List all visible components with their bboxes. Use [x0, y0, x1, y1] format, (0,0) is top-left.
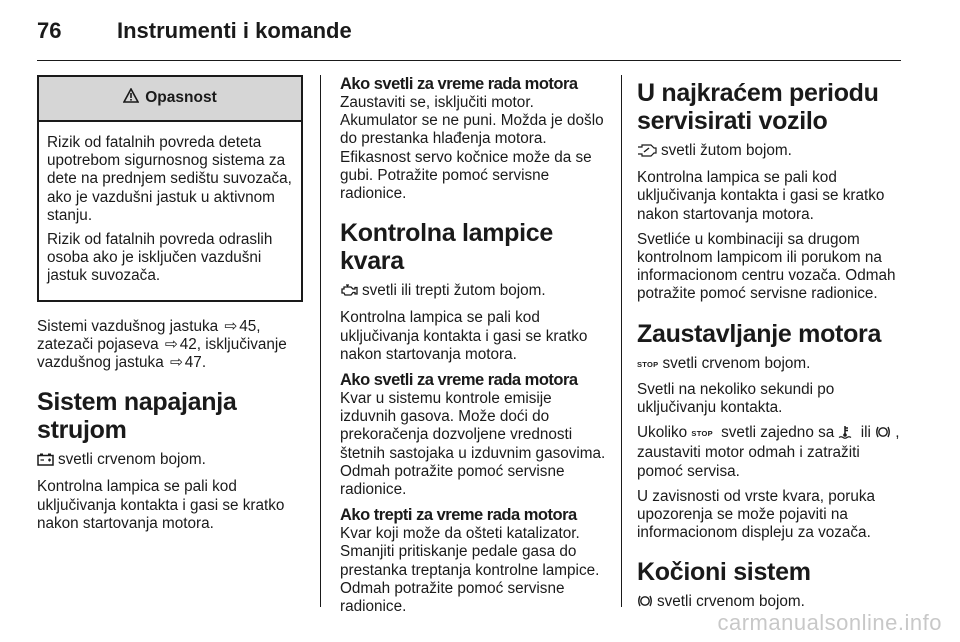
brake-system-icon — [875, 425, 891, 444]
section-heading: Kočioni sistem — [637, 558, 811, 587]
warning-header — [39, 77, 301, 122]
indicator-line: svetli žutom bojom. — [637, 142, 905, 162]
section-text: Kontrolna lampica se pali kod uključivanja kontakta i gasi se kratko nakon startovanja motora. — [37, 478, 285, 532]
section-heading: Sistem napajanja strujom — [37, 388, 237, 445]
column-3 — [637, 75, 905, 621]
warning-box — [37, 75, 303, 302]
battery-icon — [37, 453, 54, 471]
page-title: Instrumenti i komande — [117, 18, 352, 43]
header-divider — [37, 60, 901, 61]
indicator-line: svetli crvenom bojom. — [37, 451, 305, 471]
watermark: carmanualsonline.info — [717, 610, 942, 635]
page-reference-arrow-icon: ⇨ — [164, 335, 178, 353]
indicator-line: svetli ili trepti žutom bojom. — [340, 282, 608, 302]
cross-reference: Sistemi vazdušnog jastuka ⇨ 45, zatezači pojaseva ⇨ 42, isključivanje vazdušnog jastuka ⇨ 47. — [37, 317, 287, 372]
subsection-text: Kvar u sistemu kontrole emisije izduvnih gasova. Može doći do prekoračenja dozvoljene vrednosti štetnih sastojaka u izduvnim gasovima. Odmah potražite pomoć servisne radionice. — [340, 390, 606, 499]
subheading: Ako svetli za vreme rada motora — [340, 75, 578, 93]
warning-triangle-icon — [123, 88, 139, 108]
section-heading: Kontrolna lampice kvara — [340, 219, 553, 276]
page-reference-arrow-icon: ⇨ — [169, 354, 183, 372]
warning-body — [39, 122, 301, 300]
subheading: Ako trepti za vreme rada motora — [340, 506, 577, 525]
subsection-text: Zaustaviti se, isključiti motor. Akumulator se ne puni. Možda je došlo do prestanka hlađenja motora. Efikasnost servo kočnice može da se gubi. Potražite pomoć servisne radionice. — [340, 94, 604, 203]
indicator-line: STOP svetli crvenom bojom. — [637, 354, 811, 372]
section-heading: Zaustavljanje motora — [637, 319, 882, 348]
section-heading: U najkraćem periodu servisirati vozilo — [637, 79, 879, 135]
page-number: 76 — [37, 18, 62, 43]
section-text: U zavisnosti od vrste kvara, poruka upozorenja se može pojaviti na informacionom displeju za vozača. — [637, 487, 876, 542]
coolant-temperature-icon — [838, 425, 852, 444]
stop-icon: STOP — [691, 429, 713, 439]
subsection-text: Kvar koji može da ošteti katalizator. Smanjiti pritiskanje pedale gasa do prestanka treptanja kontrolne lampice. Odmah potražite pomoć servisne radionice. — [340, 525, 600, 616]
column-divider — [320, 75, 321, 607]
brake-system-icon — [637, 594, 653, 613]
section-text: Svetliće u kombinaciji sa drugom kontrolnom lampicom ili porukom na informacionom centru vozača. Odmah potražite pomoć servisne radionice. — [637, 230, 896, 303]
indicator-line: svetli crvenom bojom. — [637, 593, 905, 613]
warning-paragraph: Rizik od fatalnih povreda deteta upotrebom sigurnosnog sistema za dete na prednjem sedištu suvozača, ako je vazdušni jastuk u aktivnom stanju. — [47, 134, 292, 224]
section-text: Kontrolna lampica se pali kod uključivanja kontakta i gasi se kratko nakon startovanja motora. — [637, 169, 885, 223]
section-text: Kontrolna lampica se pali kod uključivanja kontakta i gasi se kratko nakon startovanja motora. — [340, 309, 588, 363]
column-2 — [340, 75, 608, 623]
column-1 — [37, 75, 305, 540]
subheading: Ako svetli za vreme rada motora — [340, 371, 578, 390]
warning-title: Opasnost — [145, 89, 217, 107]
page-header — [37, 18, 920, 58]
warning-paragraph: Rizik od fatalnih povreda odraslih osoba ako je isključen vazdušni jastuk suvozača. — [47, 231, 273, 285]
stop-icon: STOP — [637, 359, 659, 369]
page-reference-arrow-icon: ⇨ — [224, 317, 238, 335]
section-text: Ukoliko STOP svetli zajedno sa ili , zaustaviti motor odmah i zatražiti pomoć servisa. — [637, 424, 900, 480]
section-text: Svetli na nekoliko sekundi po uključivanju kontakta. — [637, 380, 835, 417]
column-divider — [621, 75, 622, 607]
engine-icon — [340, 284, 358, 302]
service-wrench-icon — [637, 144, 657, 162]
